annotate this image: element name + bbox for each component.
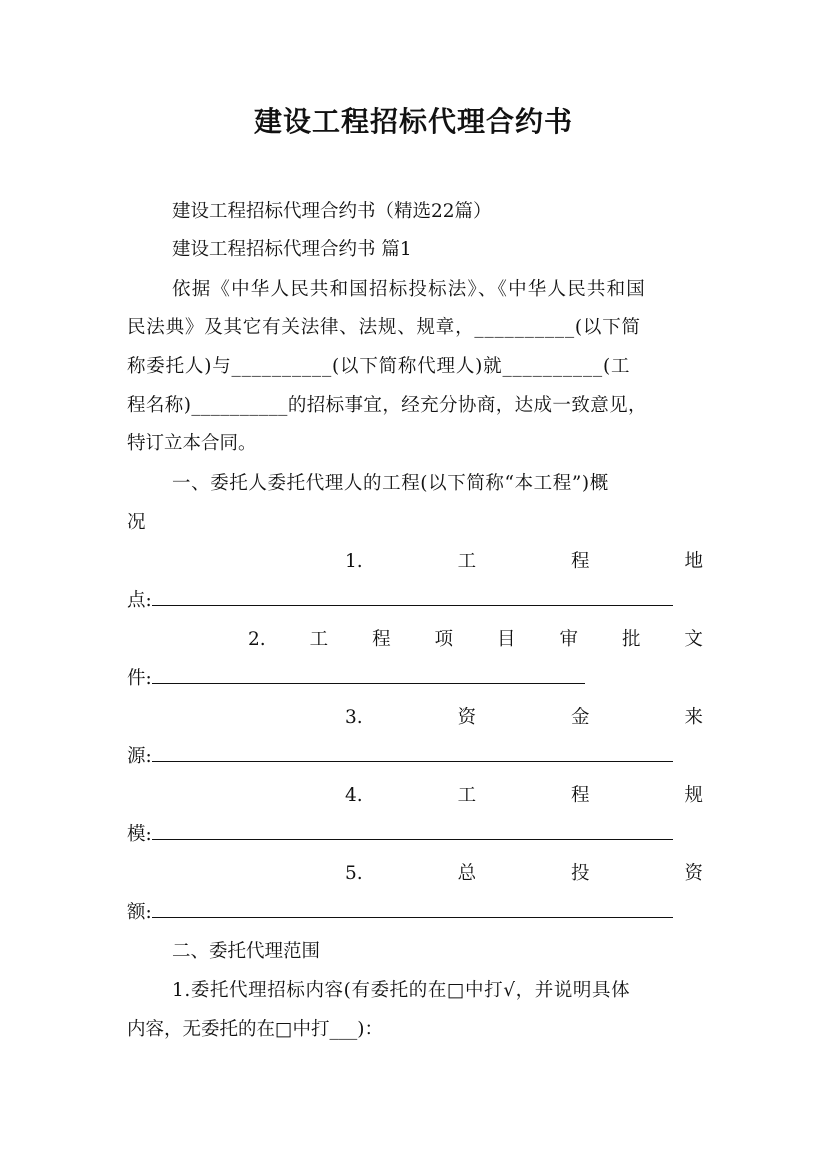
paragraph-line: 内容，无委托的在□中打___)： — [127, 1019, 383, 1040]
item-part: 程 — [571, 785, 590, 806]
field-label: 模: — [127, 824, 152, 845]
item-part: 批 — [621, 629, 641, 650]
item-part: 文 — [684, 629, 703, 650]
field-label: 源: — [127, 746, 152, 767]
paragraph-line: 民法典》及其它有关法律、法规、规章，__________(以下简 — [127, 317, 641, 338]
item-part: 1. — [345, 551, 363, 572]
item-4-field — [127, 823, 703, 847]
paragraph-line: 建设工程招标代理合约书（精选22篇） — [172, 201, 492, 222]
field-label: 额: — [127, 902, 152, 923]
item-4-heading — [345, 784, 703, 808]
item-part: 2. — [248, 629, 266, 650]
paragraph-line: 称委托人)与__________(以下简称代理人)就__________(工 — [127, 356, 631, 377]
item-part: 程 — [372, 629, 391, 650]
item-2-heading — [248, 628, 703, 652]
paragraph-line: 1.委托代理招标内容(有委托的在□中打√，并说明具体 — [172, 980, 631, 1001]
item-5-field — [127, 901, 703, 925]
paragraph-line: 特订立本合同。 — [127, 433, 257, 454]
item-3-field — [127, 745, 703, 769]
item-part: 4. — [345, 785, 363, 806]
blank-line — [152, 589, 673, 606]
paragraph-line: 程名称)__________的招标事宜，经充分协商，达成一致意见， — [127, 395, 647, 416]
item-part: 5. — [345, 863, 363, 884]
item-1-field — [127, 589, 703, 613]
paragraph-line: 建设工程招标代理合约书 篇1 — [172, 239, 412, 260]
item-part: 规 — [684, 785, 703, 806]
item-part: 工 — [457, 551, 477, 572]
item-part: 投 — [571, 863, 590, 884]
blank-line — [152, 823, 673, 840]
item-part: 总 — [457, 863, 477, 884]
section-heading: 二、委托代理范围 — [172, 941, 321, 962]
item-part: 地 — [684, 551, 703, 572]
blank-line — [152, 745, 673, 762]
item-part: 资 — [457, 707, 477, 728]
paragraph-line: 况 — [127, 512, 146, 533]
field-label: 点: — [127, 590, 152, 611]
item-part: 工 — [309, 629, 329, 650]
item-2-field — [127, 667, 703, 691]
field-label: 件: — [127, 668, 152, 689]
item-5-heading — [345, 862, 703, 886]
blank-line — [152, 901, 673, 918]
item-part: 工 — [457, 785, 477, 806]
document-title: 建设工程招标代理合约书 — [253, 105, 573, 138]
blank-line — [152, 667, 585, 684]
item-part: 审 — [559, 629, 578, 650]
item-part: 来 — [684, 707, 703, 728]
item-part: 程 — [571, 551, 590, 572]
item-part: 资 — [684, 863, 703, 884]
item-part: 金 — [571, 707, 590, 728]
item-part: 3. — [345, 707, 363, 728]
item-1-heading — [345, 550, 703, 574]
item-part: 目 — [497, 629, 516, 650]
paragraph-line: 一、委托人委托代理人的工程(以下简称“本工程”)概 — [172, 473, 609, 494]
item-part: 项 — [434, 629, 454, 650]
item-3-heading — [345, 706, 703, 730]
paragraph-line: 依据《中华人民共和国招标投标法》、《中华人民共和国 — [172, 279, 647, 300]
